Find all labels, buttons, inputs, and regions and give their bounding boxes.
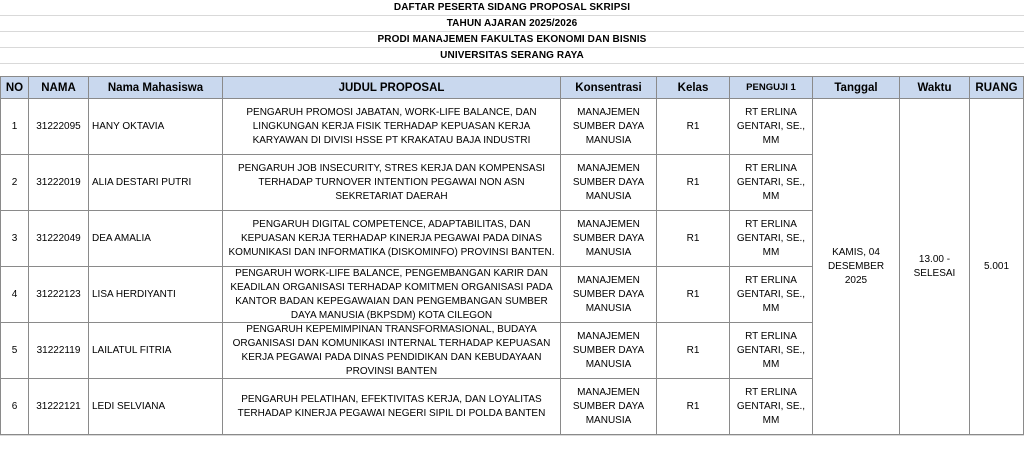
cell-no: 6	[1, 379, 29, 435]
header-nama-mahasiswa: Nama Mahasiswa	[89, 77, 223, 99]
cell-kelas: R1	[657, 211, 730, 267]
cell-judul	[223, 323, 561, 379]
cell-konsentrasi: MANAJEMEN SUMBER DAYA MANUSIA	[561, 323, 657, 379]
cell-judul	[223, 211, 561, 267]
table-row	[1, 99, 1024, 155]
cell-penguji: RT ERLINA GENTARI, SE., MM	[730, 267, 813, 323]
cell-waktu: 13.00 - SELESAI	[900, 99, 970, 435]
header-ruang: RUANG	[970, 77, 1024, 99]
cell-nama: HANY OKTAVIA	[89, 99, 223, 155]
cell-nama: DEA AMALIA	[89, 211, 223, 267]
cell-nim: 31222119	[29, 323, 89, 379]
cell-konsentrasi: MANAJEMEN SUMBER DAYA MANUSIA	[561, 99, 657, 155]
cell-konsentrasi: MANAJEMEN SUMBER DAYA MANUSIA	[561, 267, 657, 323]
cell-judul	[223, 155, 561, 211]
cell-penguji: RT ERLINA GENTARI, SE., MM	[730, 99, 813, 155]
cell-kelas: R1	[657, 155, 730, 211]
cell-konsentrasi: MANAJEMEN SUMBER DAYA MANUSIA	[561, 155, 657, 211]
cell-no: 5	[1, 323, 29, 379]
cell-penguji: RT ERLINA GENTARI, SE., MM	[730, 379, 813, 435]
header-judul: JUDUL PROPOSAL	[223, 77, 561, 99]
header-waktu: Waktu	[900, 77, 970, 99]
cell-nim: 31222049	[29, 211, 89, 267]
judul-text: PENGARUH DIGITAL COMPETENCE, ADAPTABILITAS, DAN KEPUASAN KERJA TERHADAP KINERJA PEGAWAI PADA DINAS KOMUNIKASI DAN INFORMATIKA (DISKOMINFO) PROVINSI BANTEN.	[228, 218, 555, 258]
cell-nim: 31222121	[29, 379, 89, 435]
document-title-block	[0, 0, 1024, 78]
cell-nama: LEDI SELVIANA	[89, 379, 223, 435]
cell-nama: ALIA DESTARI PUTRI	[89, 155, 223, 211]
judul-text: PENGARUH KEPEMIMPINAN TRANSFORMASIONAL, BUDAYA ORGANISASI DAN KOMUNIKASI INTERNAL TERHADAP KEPUASAN KERJA PEGAWAI PADA DINAS PENDIDIKAN DAN KEBUDAYAAN PROVINSI BANTEN	[232, 324, 551, 377]
cell-penguji: RT ERLINA GENTARI, SE., MM	[730, 155, 813, 211]
cell-judul	[223, 379, 561, 435]
cell-penguji: RT ERLINA GENTARI, SE., MM	[730, 323, 813, 379]
cell-no: 3	[1, 211, 29, 267]
header-nama: NAMA	[29, 77, 89, 99]
title-line-3: PRODI MANAJEMEN FAKULTAS EKONOMI DAN BISNIS	[0, 32, 1024, 48]
cell-tanggal: KAMIS, 04 DESEMBER 2025	[813, 99, 900, 435]
cell-no: 4	[1, 267, 29, 323]
cell-judul	[223, 99, 561, 155]
cell-konsentrasi: MANAJEMEN SUMBER DAYA MANUSIA	[561, 211, 657, 267]
cell-kelas: R1	[657, 99, 730, 155]
header-no: NO	[1, 77, 29, 99]
cell-nama: LAILATUL FITRIA	[89, 323, 223, 379]
cell-judul	[223, 267, 561, 323]
header-kelas: Kelas	[657, 77, 730, 99]
judul-text: PENGARUH JOB INSECURITY, STRES KERJA DAN KOMPENSASI TERHADAP TURNOVER INTENTION PEGAWAI NON ASN SEKRETARIAT DAERAH	[237, 162, 546, 202]
judul-text: PENGARUH PELATIHAN, EFEKTIVITAS KERJA, DAN LOYALITAS TERHADAP KINERJA PEGAWAI NEGERI SIPIL DI POLDA BANTEN	[237, 393, 546, 419]
cell-nim: 31222123	[29, 267, 89, 323]
cell-nim: 31222019	[29, 155, 89, 211]
title-line-4: UNIVERSITAS SERANG RAYA	[0, 48, 1024, 64]
title-line-2: TAHUN AJARAN 2025/2026	[0, 16, 1024, 32]
cell-penguji: RT ERLINA GENTARI, SE., MM	[730, 211, 813, 267]
participant-table	[0, 76, 1024, 435]
cell-kelas: R1	[657, 379, 730, 435]
header-row	[1, 77, 1024, 99]
judul-text: PENGARUH PROMOSI JABATAN, WORK-LIFE BALANCE, DAN LINGKUNGAN KERJA FISIK TERHADAP KEPUASAN KERJA KARYAWAN DI DIVISI HSSE PT KRAKATAU BAJA INDUSTRI	[246, 106, 537, 146]
judul-text: PENGARUH WORK-LIFE BALANCE, PENGEMBANGAN KARIR DAN KEADILAN ORGANISASI TERHADAP KOMITMEN ORGANISASI PADA KANTOR BADAN KEPEGAWAIAN DAN PENGEMBANGAN SUMBER DAYA MANUSIA (BKPSDM) KOTA CILEGON	[230, 268, 553, 321]
cell-nim: 31222095	[29, 99, 89, 155]
header-tanggal: Tanggal	[813, 77, 900, 99]
cell-no: 1	[1, 99, 29, 155]
header-penguji: PENGUJI 1	[730, 77, 813, 99]
sheet-gridline	[0, 435, 1024, 436]
header-konsentrasi: Konsentrasi	[561, 77, 657, 99]
cell-no: 2	[1, 155, 29, 211]
cell-konsentrasi: MANAJEMEN SUMBER DAYA MANUSIA	[561, 379, 657, 435]
cell-kelas: R1	[657, 267, 730, 323]
title-line-1: DAFTAR PESERTA SIDANG PROPOSAL SKRIPSI	[0, 0, 1024, 16]
cell-kelas: R1	[657, 323, 730, 379]
cell-nama: LISA HERDIYANTI	[89, 267, 223, 323]
cell-ruang: 5.001	[970, 99, 1024, 435]
